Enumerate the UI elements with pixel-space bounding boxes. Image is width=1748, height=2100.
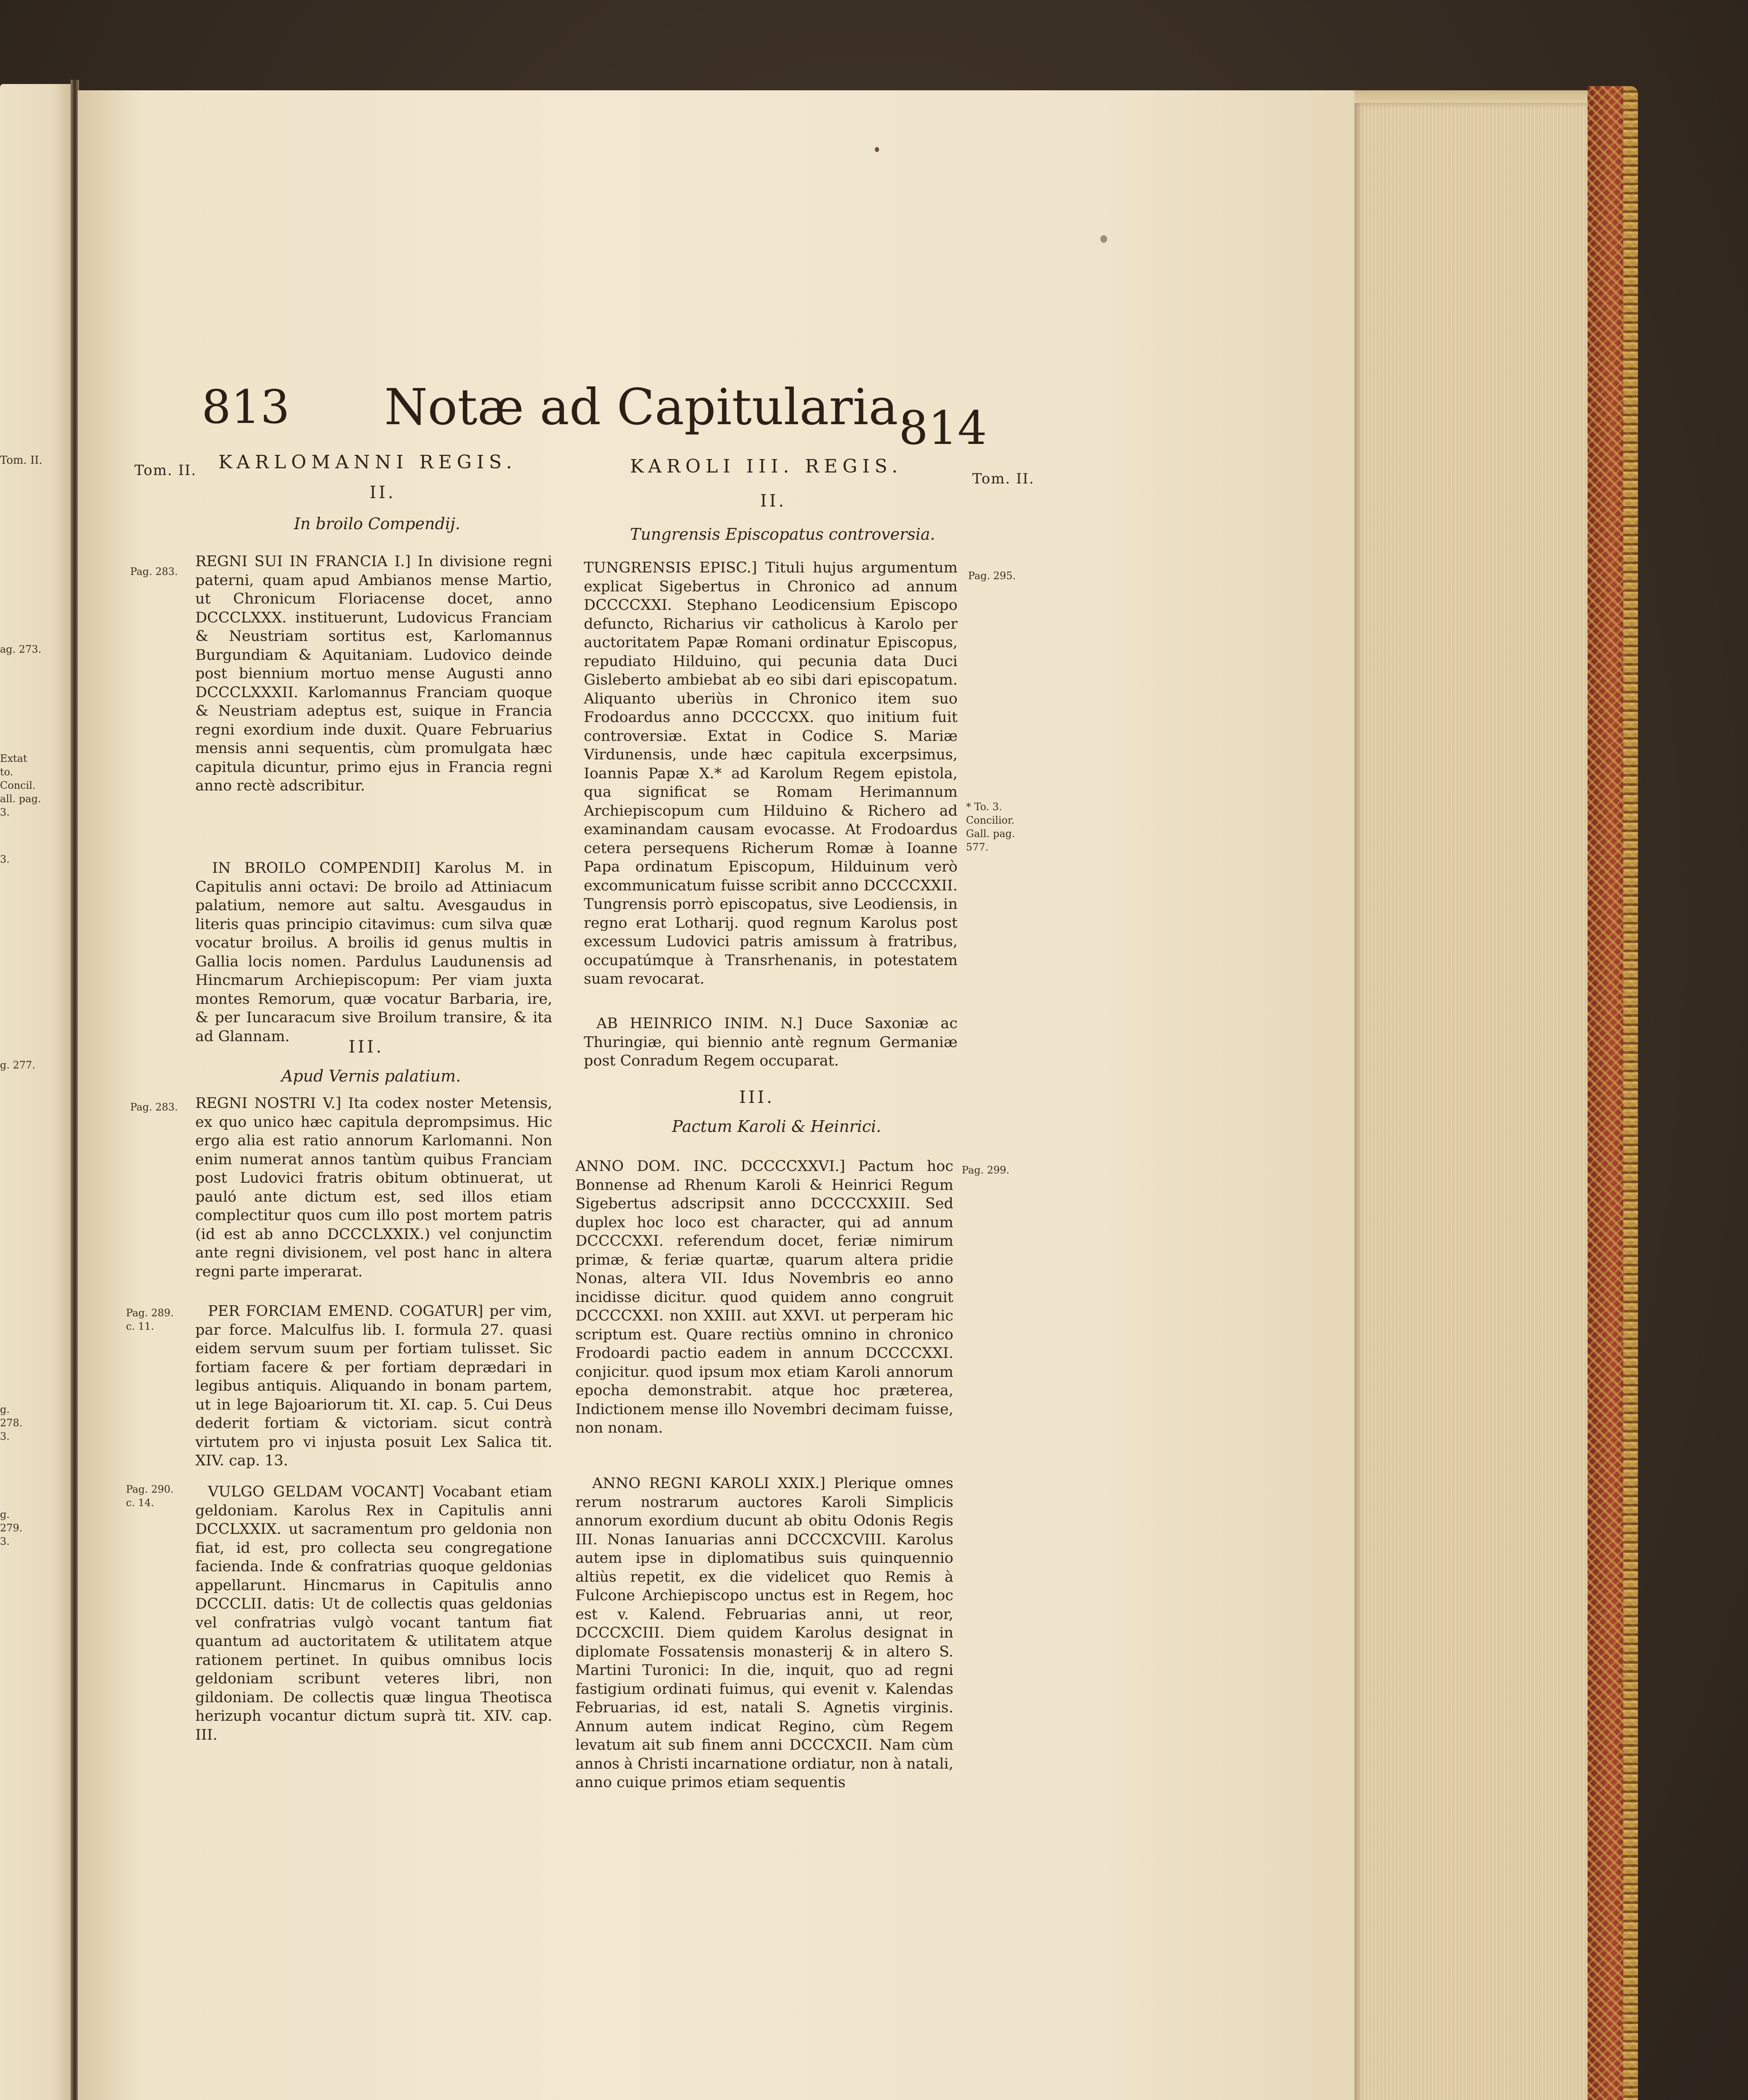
tom-label-right: Tom. II. [972, 470, 1035, 487]
left-fragment: 3. [0, 853, 10, 865]
right-section-ii-number: II. [760, 491, 787, 511]
left-fragment-tom: Tom. II. [0, 454, 42, 467]
left-fragment: ag. 273. [0, 643, 42, 655]
paragraph-text: VULGO GELDAM VOCANT] Vocabant etiam geldoniam. Karolus Rex in Capitulis anni DCCLXXIX. ut sacramentum pro geldonia non fiat, id est, pro collecta seu congregatione facienda. Inde & confratrias quoque geldonias appellarunt. Hincmarus in Capitulis anno DCCCLII. datis: Ut de collectis quas geldonias vel confratrias vulgò vocant tantum fiat quantum ad auctoritatem & utilitatem atque rationem pertinet. In quibus omnibus locis geldoniam scribunt veteres libri, non gildoniam. De collectis quæ lingua Theotisca herizuph vocantur dictum suprà tit. XIV. cap. III. [195, 1483, 552, 1743]
page-block-edges [1354, 103, 1590, 2100]
margin-ref: Pag. 295. [968, 570, 1016, 582]
right-section-iii-text [575, 1157, 953, 1438]
right-section-iii-number: III. [739, 1088, 775, 1107]
left-page [0, 84, 76, 2100]
footnote-ref: * To. 3. Concilior. Gall. pag. 577. [966, 801, 1015, 853]
right-section-iii-subtitle: Pactum Karoli & Heinrici. [672, 1117, 882, 1136]
ink-spot [1100, 235, 1107, 243]
right-section-ii-subtitle: Tungrensis Episcopatus controversia. [630, 525, 935, 543]
paragraph-text: TUNGRENSIS EPISC.] Tituli hujus argumentum explicat Sigebertus in Chronico ad annum DCCCCXXI. Stephano Leodicensium Episcopo defuncto, Richarius vir catholicus à Karolo per auctoritatem Papæ Romani ordinatur Episcopus, repudiato Hilduino, qui pecunia data Duci Gisleberto ambiebat ab eo sibi dari episcopatum. Aliquanto uberiùs in Chronico item suo Frodoardus anno DCCCCXX. quo initium fuit controversiæ. Extat in Codice S. Mariæ Virdunensis, unde hæc capitula excerpsimus, Ioannis Papæ X.* ad Karolum Regem epistola, qua significat se Romam Herimannum Archiepiscopum cum Hilduino & Richero ad examinandam causam evocasse. At Frodoardus cetera persequens Richerum Romæ à Ioanne Papa ordinatum Episcopum, Hilduinum verò excommunicatum fuisse scribit anno DCCCCXXII. Tungrensis porrò episcopatus, sive Leodiensis, in regno erat Lotharij. quod regnum Karolus post excessum Ludovici patris amissum à fratribus, occupatúmque à Transrhenanis, in potestatem suam revocarat. [584, 559, 958, 987]
page-number-right: 814 [899, 401, 987, 455]
left-section-ii-number: II. [370, 483, 396, 502]
left-section-ii-text2 [195, 859, 552, 1046]
running-title: Notæ ad Capitularia. [384, 378, 914, 436]
left-fragment: g. 278. 3. [0, 1404, 23, 1442]
left-column-heading: KARLOMANNI REGIS. [218, 452, 517, 473]
margin-ref: Pag. 283. [130, 566, 178, 578]
paragraph-text: PER FORCIAM EMEND. COGATUR] per vim, par force. Malculfus lib. I. formula 27. quasi eidem servum suum per fortiam tulisset. Sic fortiam facere & per fortiam deprædari in legibus antiquis. Aliquando in bonam partem, ut in lege Bajoariorum tit. XI. cap. 5. Cui Deus dederit fortiam & victoriam. sicut contrà virtutem pro vi injusta posuit Lex Salica tit. XIV. cap. 13. [195, 1303, 552, 1469]
tom-label-left: Tom. II. [134, 462, 197, 479]
left-section-iii-number: III. [349, 1037, 384, 1057]
margin-ref: Pag. 289. c. 11. [126, 1307, 174, 1332]
paragraph-text: REGNI NOSTRI V.] Ita codex noster Metensis, ex quo unico hæc capitula deprompsimus. Hic ergo alia est ratio annorum Karlomanni. Non enim numerat annos tantùm quibus Franciam post Ludovici fratris obitum obtinuerat, ut pauló ante dictum est, sed illos etiam complectitur quos cum illo post mortem patris (id est ab anno DCCCLXXIX.) vel conjunctim ante regni divisionem, vel post hanc in altera regni parte imperarat. [195, 1095, 552, 1280]
left-section-iii-text [195, 1094, 552, 1281]
paragraph-text: REGNI SUI IN FRANCIA I.] In divisione regni paterni, quam apud Ambianos mense Martio, ut Chronicum Floriacense docet, anno DCCCLXXX. instituerunt, Ludovicus Franciam & Neustriam sortitus est, Karlomannus Burgundiam & Aquitaniam. Ludovico deinde post biennium mortuo mense Augusti anno DCCCLXXXII. Karlomannus Franciam quoque & Neustriam adeptus est, suique in Francia regni exordium inde duxit. Quare Februarius mensis anni sequentis, cùm promulgata hæc capitula dicuntur, primo ejus in Francia regni anno rectè adscribitur. [195, 553, 552, 794]
paragraph-text: AB HEINRICO INIM. N.] Duce Saxoniæ ac Thuringiæ, qui biennio antè regnum Germaniæ post Conradum Regem occuparat. [584, 1015, 958, 1069]
page-number-left: 813 [202, 380, 290, 434]
left-section-ii-subtitle: In broilo Compendij. [294, 514, 460, 533]
margin-ref: Pag. 283. [130, 1101, 178, 1113]
left-fragment: g. 279. 3. [0, 1509, 23, 1547]
gilt-border [1623, 86, 1638, 2100]
ink-spot [875, 147, 879, 152]
left-section-iii-text3 [195, 1483, 552, 1744]
right-section-iii-text2 [575, 1474, 953, 1792]
paragraph-text: ANNO DOM. INC. DCCCCXXVI.] Pactum hoc Bonnense ad Rhenum Karoli & Heinrici Regum Sigebertus adscripsit anno DCCCCXXIII. Sed duplex hoc loco est character, qui ad annum DCCCCXXI. referendum docet, feriæ nimirum primæ, & feriæ quartæ, quarum altera pridie Nonas, altera VII. Idus Novembris eo anno incidisse dicitur. quod quidem anno congruit DCCCCXXI. non XXIII. aut XXVI. ut perperam hic scriptum est. Quare rectiùs omnino in chronico Frodoardi pactio eadem in annum DCCCCXXI. conjicitur. quod ipsum mox etiam Karoli annorum epocha demonstrabit. atque hoc præterea, Indictionem mense illo Novembri decimam fuisse, non nonam. [575, 1158, 953, 1436]
margin-ref: Pag. 290. c. 14. [126, 1483, 174, 1509]
right-column-heading: KAROLI III. REGIS. [630, 456, 903, 477]
paragraph-text: IN BROILO COMPENDII] Karolus M. in Capitulis anni octavi: De broilo ad Attiniacum palatium, nemore aut saltu. Avesgaudus in literis quas principio citavimus: cum silva quæ vocatur broilus. A broilis id genus multis in Gallia locis nomen. Pardulus Laudunensis ad Hincmarum Archiepiscopum: Per viam juxta montes Remorum, quæ vocatur Barbaria, ire, & per Iuncaracum sive Broilum transire, & ita ad Glannam. [195, 860, 552, 1045]
paragraph-text: ANNO REGNI KAROLI XXIX.] Plerique omnes rerum nostrarum auctores Karoli Simplicis annorum exordium ducunt ab obitu Odonis Regis III. Nonas Ianuarias anni DCCCXCVIII. Karolus autem ipse in diplomatibus suis quinquennio altiùs repetit, ex die videlicet quo Remis à Fulcone Archiepiscopo unctus est in Regem, hoc est v. Kalend. Februarias anni, ut reor, DCCCXCIII. Diem quidem Karolus designat in diplomate Fossatensis monasterij & in altero S. Martini Turonici: In die, inquit, quo ad regni fastigium ordinati fuimus, qui evenit v. Kalendas Februarias, id est, natali S. Agnetis virginis. Annum autem indicat Regino, cùm Regem levatum ait sub finem anni DCCCXCII. Nam cùm annos à Christi incarnatione ordiatur, non à natali, anno cuique primos etiam sequentis [575, 1475, 953, 1791]
left-fragment: Extat to. Concil. all. pag. 3. [0, 753, 41, 818]
margin-ref: Pag. 299. [962, 1164, 1010, 1176]
left-section-iii-subtitle: Apud Vernis palatium. [281, 1067, 461, 1085]
left-section-iii-text2 [195, 1302, 552, 1470]
right-section-ii-text [584, 559, 958, 989]
right-section-ii-text2 [584, 1014, 958, 1071]
left-fragment: g. 277. [0, 1059, 36, 1071]
left-section-ii-text [195, 552, 552, 795]
